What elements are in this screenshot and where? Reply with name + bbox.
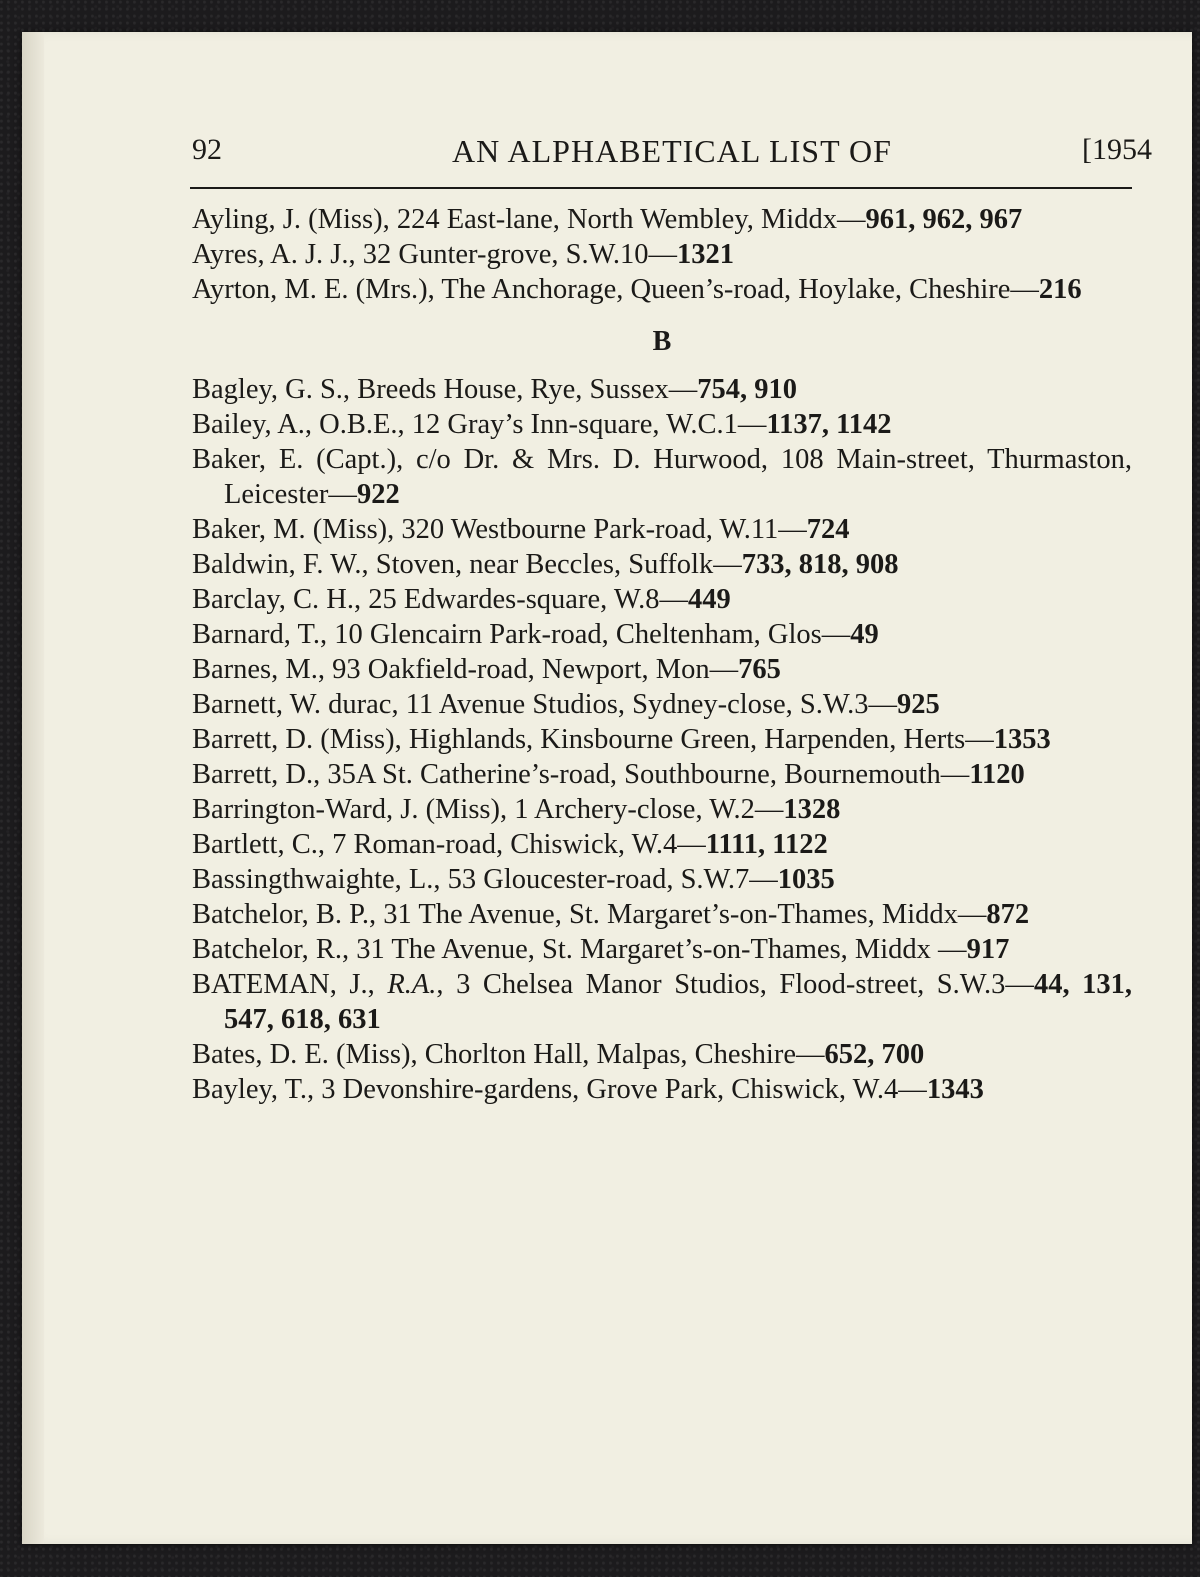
list-entry: Baldwin, F. W., Stoven, near Beccles, Suffolk—733, 818, 908 <box>192 549 899 580</box>
entry-numbers: 922 <box>356 479 400 510</box>
list-entry: Barnes, M., 93 Oakfield-road, Newport, Mon—765 <box>192 654 781 685</box>
list-entry: Barnard, T., 10 Glencairn Park-road, Cheltenham, Glos—49 <box>192 619 879 650</box>
list-entry-bateman: BATEMAN, J., R.A., 3 Chelsea Manor Studios, Flood-street, S.W.3—44, 131, 547, 618, 631 <box>192 969 1132 1035</box>
page-number: 92 <box>192 133 222 166</box>
list-entry: Bassingthwaighte, L., 53 Gloucester-road, S.W.7—1035 <box>192 864 835 895</box>
list-entry: Barnett, W. durac, 11 Avenue Studios, Sydney-close, S.W.3—925 <box>192 689 940 720</box>
list-entry: Bartlett, C., 7 Roman-road, Chiswick, W.4—1111, 1122 <box>192 829 828 860</box>
entry-numbers: 1111, 1122 <box>705 829 828 860</box>
book-page <box>22 32 1192 1544</box>
entry-numbers: 724 <box>806 514 850 545</box>
list-entry: Barrington-Ward, J. (Miss), 1 Archery-close, W.2—1328 <box>192 794 841 825</box>
entry-list <box>192 202 1132 1107</box>
entry-numbers: 449 <box>688 584 731 615</box>
entry-numbers: 961, 962, 967 <box>865 204 1023 235</box>
entry-numbers: 925 <box>897 689 940 720</box>
page-title: AN ALPHABETICAL LIST OF <box>452 133 892 169</box>
list-entry: Barrett, D. (Miss), Highlands, Kinsbourne Green, Harpenden, Herts—1353 <box>192 724 1051 755</box>
list-entry: Ayling, J. (Miss), 224 East-lane, North Wembley, Middx—961, 962, 967 <box>192 204 1023 235</box>
list-entry: Bayley, T., 3 Devonshire-gardens, Grove Park, Chiswick, W.4—1343 <box>192 1074 984 1105</box>
entry-numbers: 1137, 1142 <box>766 409 892 440</box>
honour-italic: R.A. <box>387 969 437 1000</box>
entry-numbers: 917 <box>966 934 1010 965</box>
entry-numbers: 733, 818, 908 <box>741 549 899 580</box>
list-entry: Bates, D. E. (Miss), Chorlton Hall, Malpas, Cheshire—652, 700 <box>192 1039 925 1070</box>
entry-numbers: 216 <box>1038 274 1082 305</box>
running-header <box>192 133 1152 177</box>
list-entry: Ayres, A. J. J., 32 Gunter-grove, S.W.10—1321 <box>192 239 734 270</box>
entry-numbers: 44, 131, 547, 618, 631 <box>224 969 1132 1035</box>
list-entry: Bailey, A., O.B.E., 12 Gray’s Inn-square, W.C.1—1137, 1142 <box>192 409 892 440</box>
list-entry: Baker, E. (Capt.), c/o Dr. & Mrs. D. Hurwood, 108 Main-street, Thurmaston, Leicester—922 <box>192 444 1132 510</box>
entry-numbers: 872 <box>986 899 1030 930</box>
entry-numbers: 1120 <box>969 759 1025 790</box>
header-rule <box>190 187 1132 189</box>
entry-numbers: 1035 <box>777 864 835 895</box>
list-entry: Ayrton, M. E. (Mrs.), The Anchorage, Queen’s-road, Hoylake, Cheshire—216 <box>192 274 1082 305</box>
entry-numbers: 49 <box>850 619 879 650</box>
list-entry: Batchelor, R., 31 The Avenue, St. Margaret’s-on-Thames, Middx —917 <box>192 934 1010 965</box>
list-entry: Baker, M. (Miss), 320 Westbourne Park-road, W.11—724 <box>192 514 850 545</box>
entry-numbers: 1343 <box>926 1074 984 1105</box>
entry-numbers: 652, 700 <box>824 1039 925 1070</box>
entry-numbers: 1328 <box>783 794 841 825</box>
entry-numbers: 765 <box>738 654 781 685</box>
entry-numbers: 1353 <box>993 724 1051 755</box>
header-year: [1954 <box>1082 133 1152 166</box>
list-entry: Bagley, G. S., Breeds House, Rye, Sussex—754, 910 <box>192 374 797 405</box>
entry-numbers: 1321 <box>676 239 734 270</box>
list-entry: Barrett, D., 35A St. Catherine’s-road, Southbourne, Bournemouth—1120 <box>192 759 1025 790</box>
list-entry: Barclay, C. H., 25 Edwardes-square, W.8—449 <box>192 584 731 615</box>
section-letter: B <box>652 326 672 357</box>
list-entry: Batchelor, B. P., 31 The Avenue, St. Margaret’s-on-Thames, Middx—872 <box>192 899 1030 930</box>
entry-numbers: 754, 910 <box>697 374 797 405</box>
